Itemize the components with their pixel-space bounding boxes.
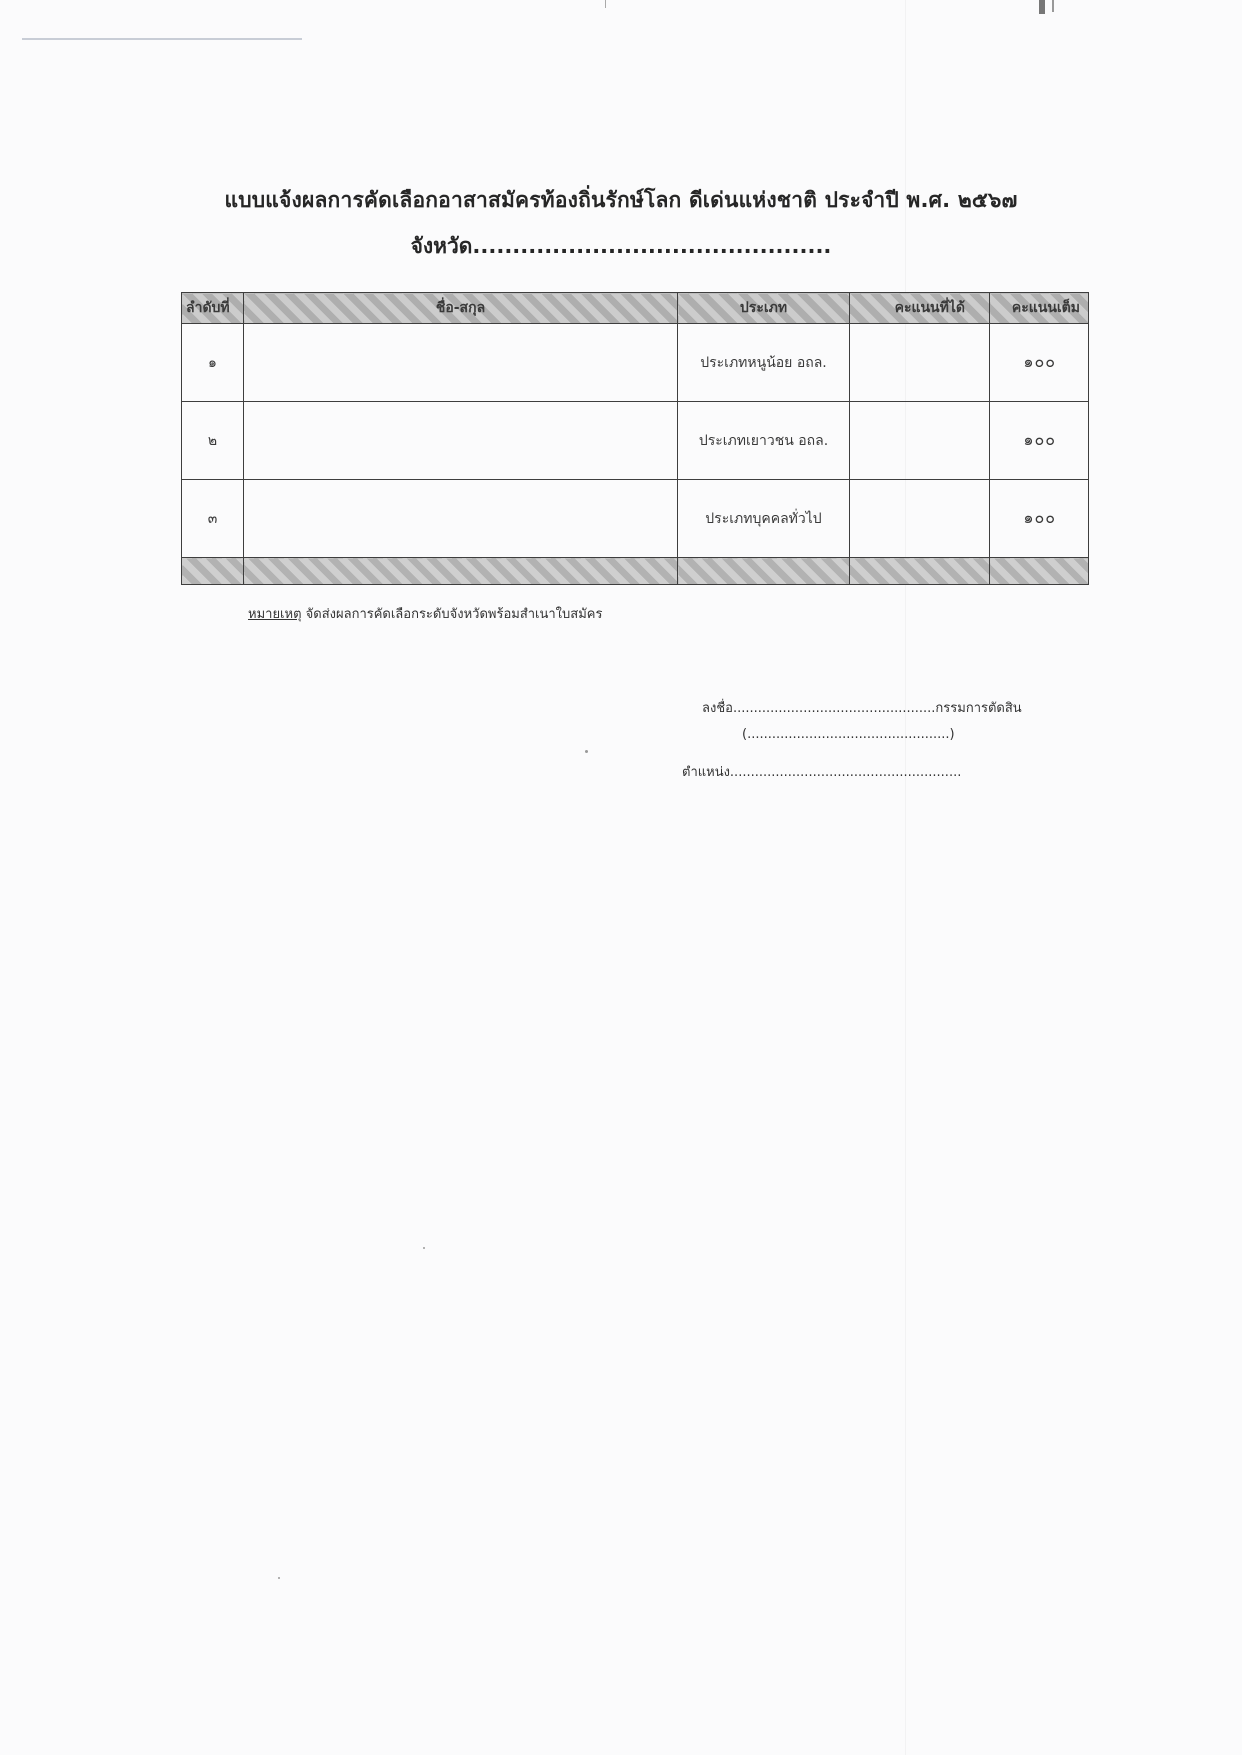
table-footer-row xyxy=(182,558,1089,585)
scan-speck xyxy=(585,750,588,753)
table-row xyxy=(182,480,1089,558)
header-full-score: คะแนนเต็ม xyxy=(990,293,1089,324)
table-row xyxy=(182,402,1089,480)
header-order: ลำดับที่ xyxy=(182,293,244,324)
table-row xyxy=(182,324,1089,402)
row-order: ๑ xyxy=(182,324,244,402)
row-name-field xyxy=(244,480,678,558)
row-order: ๓ xyxy=(182,480,244,558)
scan-edge-mark xyxy=(1052,0,1054,12)
note xyxy=(248,603,602,624)
row-full-score: ๑๐๐ xyxy=(990,402,1089,480)
table-header-row xyxy=(182,293,1089,324)
row-full-score: ๑๐๐ xyxy=(990,324,1089,402)
scan-speck xyxy=(423,1247,425,1249)
scan-top-line xyxy=(22,38,302,40)
signature-name-line: (.................................................) xyxy=(742,727,955,742)
row-type: ประเภทเยาวชน อถล. xyxy=(678,402,850,480)
row-full-score: ๑๐๐ xyxy=(990,480,1089,558)
header-name: ชื่อ-สกุล xyxy=(244,293,678,324)
header-type: ประเภท xyxy=(678,293,850,324)
signature-position-line: ตำแหน่ง........................................................ xyxy=(682,765,962,780)
scan-speck xyxy=(278,1577,280,1579)
footer-cell xyxy=(182,558,244,585)
note-text: จัดส่งผลการคัดเลือกระดับจังหวัดพร้อมสำเนาใบสมัคร xyxy=(301,607,603,622)
results-table xyxy=(181,292,1089,585)
row-name-field xyxy=(244,324,678,402)
scan-edge-mark xyxy=(605,0,606,8)
scan-edge-mark xyxy=(1039,0,1045,14)
province-line: จังหวัด............................................. xyxy=(410,234,832,258)
row-type: ประเภทบุคคลทั่วไป xyxy=(678,480,850,558)
footer-cell xyxy=(678,558,850,585)
document-title: แบบแจ้งผลการคัดเลือกอาสาสมัครท้องถิ่นรักษ์โลก ดีเด่นแห่งชาติ ประจำปี พ.ศ. ๒๕๖๗ xyxy=(224,188,1018,212)
note-label: หมายเหตุ xyxy=(248,607,302,622)
row-order: ๒ xyxy=(182,402,244,480)
footer-cell xyxy=(244,558,678,585)
footer-cell xyxy=(850,558,990,585)
header-score: คะแนนที่ได้ xyxy=(850,293,990,324)
row-score-field xyxy=(850,480,990,558)
row-name-field xyxy=(244,402,678,480)
footer-cell xyxy=(990,558,1089,585)
signature-line: ลงชื่อ.................................................กรรมการตัดสิน xyxy=(702,701,1022,716)
scan-fold-shadow xyxy=(905,0,906,1755)
row-type: ประเภทหนูน้อย อถล. xyxy=(678,324,850,402)
row-score-field xyxy=(850,324,990,402)
row-score-field xyxy=(850,402,990,480)
